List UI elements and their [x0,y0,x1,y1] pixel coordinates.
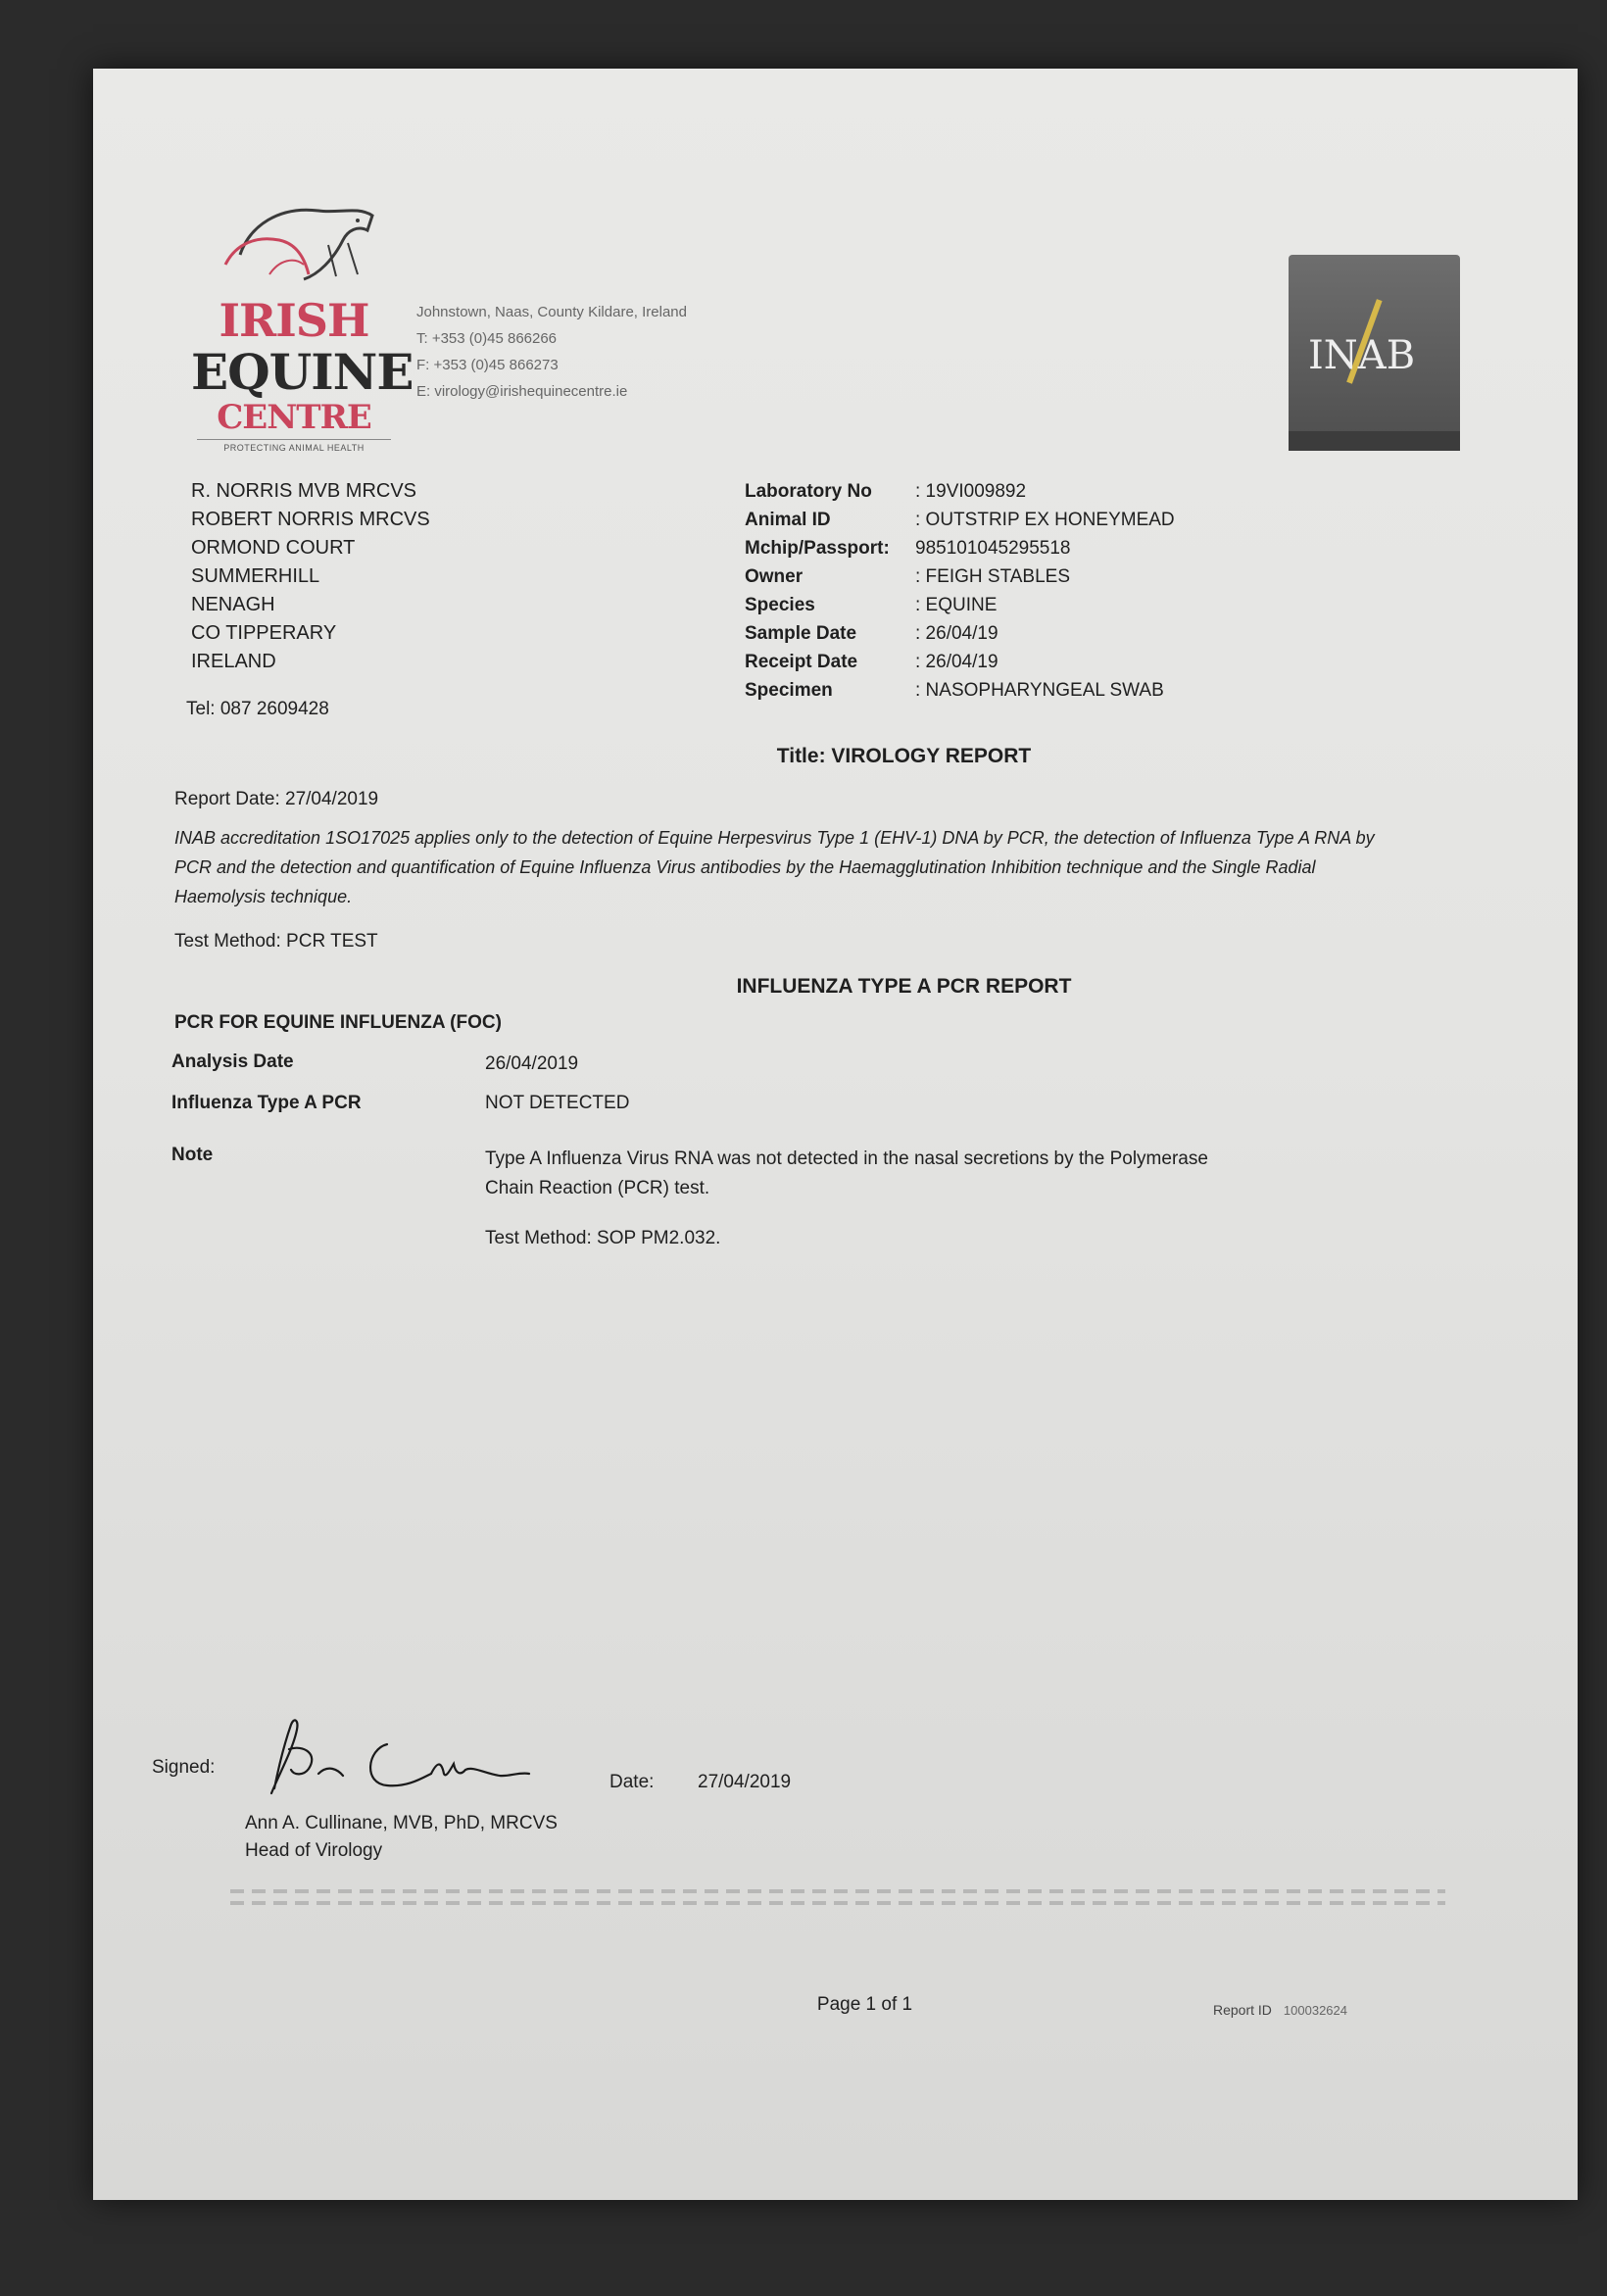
field-label: Sample Date [745,623,857,644]
signer-name: Ann A. Cullinane, MVB, PhD, MRCVS [245,1813,558,1833]
signature-date-label: Date: [609,1772,655,1792]
report-title: Title: VIROLOGY REPORT [776,745,1032,767]
fine-print-disclaimer [230,1881,1445,1921]
fine-print-line [230,1901,1445,1905]
recipient-line: ROBERT NORRIS MRCVS [191,509,430,530]
signer-block [245,1810,558,1865]
inab-logo-strip [1289,431,1460,451]
note-test-method: Test Method: SOP PM2.032. [485,1228,721,1248]
recipient-line: NENAGH [191,594,275,615]
recipient-line: CO TIPPERARY [191,622,337,644]
test-method: Test Method: PCR TEST [174,931,378,952]
report-id-label: Report ID [1213,2002,1272,2018]
logo-tagline: PROTECTING ANIMAL HEALTH [197,439,391,453]
signer-role: Head of Virology [245,1840,383,1861]
report-date: Report Date: 27/04/2019 [174,789,379,809]
recipient-line: ORMOND COURT [191,537,356,559]
field-value: : NASOPHARYNGEAL SWAB [915,680,1164,701]
field-row [745,562,1175,591]
accreditation-statement: INAB accreditation 1SO17025 applies only to the detection of Equine Herpesvirus Type 1 (EHV-1) DNA by PCR, the detection of Influenza Type A RNA by PCR and the detection and quantification of Equine Influenza Virus antibodies by the Haemagglutination Inhibition technique and the Single Radial Haemolysis technique. [174,828,1375,906]
field-row [745,676,1175,705]
field-row [745,619,1175,648]
recipient-line: R. NORRIS MVB MRCVS [191,480,417,502]
field-label: Mchip/Passport: [745,538,890,559]
note-text: Type A Influenza Virus RNA was not detected in the nasal secretions by the Polymerase Chain Reaction (PCR) test. [485,1148,1208,1198]
inab-logo-text: INAB [1308,333,1416,378]
field-value: : 26/04/19 [915,652,998,672]
section-title-wrap [93,975,1578,999]
analysis-date-value: 26/04/2019 [485,1053,579,1074]
signature-date-value: 27/04/2019 [698,1772,792,1792]
logo-line-equine: EQUINE [191,343,414,401]
field-value: 985101045295518 [915,538,1071,559]
field-value: : FEIGH STABLES [915,566,1071,587]
field-label: Specimen [745,680,833,701]
recipient-address [191,477,430,676]
field-value: : EQUINE [915,595,998,615]
pcr-result-value: NOT DETECTED [485,1093,630,1113]
horse-logo-icon [211,186,387,294]
report-id-value: 100032624 [1283,2003,1347,2018]
analysis-date-label: Analysis Date [171,1051,294,1072]
field-value: : 26/04/19 [915,623,998,644]
field-label: Laboratory No [745,481,872,502]
field-row [745,506,1175,534]
field-value: : OUTSTRIP EX HONEYMEAD [915,510,1175,530]
centre-fax: F: +353 (0)45 866273 [416,357,559,373]
field-value: : 19VI009892 [915,481,1027,502]
field-label: Receipt Date [745,652,858,672]
field-label: Owner [745,566,804,587]
irish-equine-centre-logo [191,186,414,461]
signature-image [250,1705,534,1803]
logo-line-centre: CENTRE [217,398,371,437]
field-row [745,534,1175,562]
centre-email: E: virology@irishequinecentre.ie [416,383,628,400]
sample-details [745,477,1175,705]
pcr-heading: PCR FOR EQUINE INFLUENZA (FOC) [174,1012,502,1033]
field-label: Species [745,595,815,615]
note-label: Note [171,1145,214,1165]
report-title-wrap [93,745,1578,768]
field-row [745,648,1175,676]
inab-accreditation-logo [1289,255,1460,451]
sample-details-table [745,477,1175,705]
page-number: Page 1 of 1 [816,1994,913,2015]
field-row [745,477,1175,506]
logo-line-irish: IRISH [219,294,369,347]
section-title: INFLUENZA TYPE A PCR REPORT [736,975,1072,998]
signed-label: Signed: [152,1757,216,1778]
field-row [745,591,1175,619]
page-number-wrap [93,1994,1578,2016]
centre-phone: T: +353 (0)45 866266 [416,330,558,347]
fine-print-line [230,1889,1445,1893]
pcr-result-label: Influenza Type A PCR [171,1093,362,1113]
recipient-line: IRELAND [191,651,276,672]
recipient-tel: Tel: 087 2609428 [186,699,329,719]
recipient-line: SUMMERHILL [191,565,320,587]
report-id [1213,2002,1347,2018]
document-page [93,69,1578,2200]
centre-address: Johnstown, Naas, County Kildare, Ireland [416,304,687,320]
field-label: Animal ID [745,510,831,530]
centre-contact-block [416,299,687,405]
